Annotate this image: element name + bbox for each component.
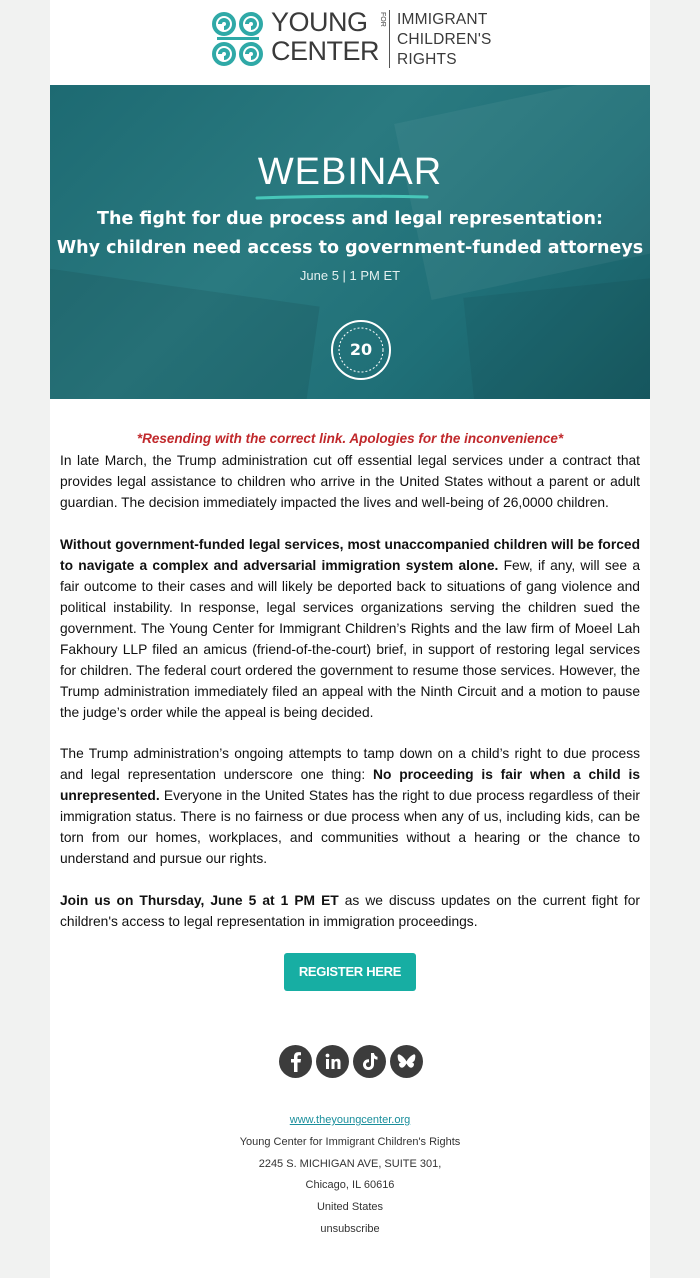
paragraph-bold: Without government-funded legal services, most unaccompanied children will be forced to navigate a complex and adversarial immigration system alone. (60, 537, 640, 573)
paragraph-bold: No proceeding is fair when a child is unrepresented. (60, 767, 640, 803)
footer (50, 1110, 650, 1241)
webinar-hero-banner[interactable] (50, 85, 650, 399)
paragraph-text: as we discuss updates on the current fight for children's access to legal representation in immigration proceedings. (60, 893, 640, 929)
footer-country: United States (316, 1201, 384, 1214)
paragraph-legal-services (60, 534, 640, 723)
paragraph-join-us (60, 890, 640, 932)
logo-tagline: IMMIGRANT CHILDREN'S RIGHTS (397, 11, 492, 68)
footer-org: Young Center for Immigrant Children's Rights (239, 1135, 461, 1148)
paragraph-text: The Trump administration’s ongoing attempts to tamp down on a child’s right to due process and legal representation underscore one thing: (60, 746, 640, 782)
resend-notice: *Resending with the correct link. Apologies for the inconvenience* (136, 431, 564, 446)
unsubscribe-link[interactable]: unsubscribe (320, 1222, 380, 1235)
email-container (50, 0, 650, 1278)
paragraph-due-process (60, 743, 640, 869)
hero-shade (50, 265, 320, 399)
footer-address2: Chicago, IL 60616 (305, 1179, 395, 1192)
young-center-logo[interactable] (211, 8, 501, 74)
footer-address1: 2245 S. MICHIGAN AVE, SUITE 301, (258, 1157, 442, 1170)
paragraph-text: Everyone in the United States has the right to due process regardless of their immigration status. There is no fairness or due process when any of us, including kids, can be torn from our homes, workplaces, and communities without a hearing or the chance to understand and pursue our rights. (60, 788, 640, 866)
facebook-icon[interactable] (279, 1045, 312, 1078)
hero-shade (463, 273, 650, 399)
hero-label: WEBINAR (257, 151, 443, 193)
brush-underline-icon (255, 194, 429, 200)
linkedin-icon[interactable] (316, 1045, 349, 1078)
paragraph-intro: In late March, the Trump administration cut off essential legal services under a contract that provides legal assistance to children who arrive in the United States without a parent or adult guardian. The decision immediately impacted the lives and well-being of 26,0000 children. (60, 453, 640, 510)
badge-number: 20 (349, 340, 373, 359)
bluesky-icon[interactable] (390, 1045, 423, 1078)
spiral-logo-icon (211, 10, 265, 70)
paragraph-bold: Join us on Thursday, June 5 at 1 PM ET (60, 893, 339, 908)
website-link[interactable]: www.theyoungcenter.org (289, 1114, 411, 1126)
logo-wordmark: YOUNG CENTER (271, 7, 380, 66)
hero-title: The fight for due process and legal representation: Why children need access to government-funded attorneys (56, 209, 644, 258)
register-here-button[interactable]: REGISTER HERE (284, 953, 416, 991)
hero-date: June 5 | 1 PM ET (299, 268, 401, 283)
logo-divider (389, 10, 390, 68)
logo-for: FOR (379, 12, 386, 27)
anniversary-badge-icon (330, 319, 392, 381)
tiktok-icon[interactable] (353, 1045, 386, 1078)
social-links (279, 1045, 423, 1079)
paragraph-text: Few, if any, will see a fair outcome to their cases and will likely be deported back to situations of gang violence and political instability. In response, legal services organizations serving the children sued the government. The Young Center for Immigrant Children’s Rights and the law firm of Moeel Lah Fakhoury LLP filed an amicus (friend-of-the-court) brief, in support of restoring legal services for children. The federal court ordered the government to resume those services. However, the Trump administration immediately filed an appeal with the Ninth Circuit and a motion to pause the judge’s order while the appeal is being decided. (60, 558, 640, 720)
